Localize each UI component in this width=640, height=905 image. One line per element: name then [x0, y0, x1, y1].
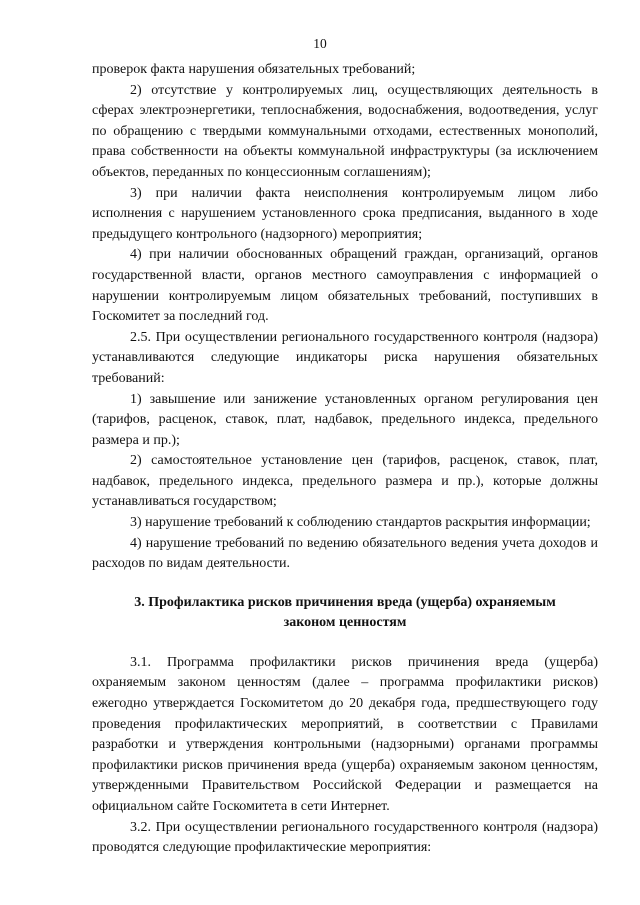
section-heading-line-2: законом ценностям — [283, 614, 407, 630]
section-heading — [92, 593, 598, 633]
paragraph-indicator-1: 1) завышение или занижение установленных органом регулирования цен (тарифов, расценок, ставок, плат, надбавок, предельного индекса, предельного размера и пр.); — [92, 391, 598, 448]
section-heading-line-1: 3. Профилактика рисков причинения вреда (ущерба) охраняемым — [134, 594, 556, 610]
spacer — [92, 633, 598, 653]
paragraph-item-3: 3) при наличии факта неисполнения контролируемым лицом либо исполнения с нарушением установленного срока предписания, выданного в ходе предыдущего контрольного (надзорного) мероприятия; — [92, 185, 598, 242]
paragraph-3-2: 3.2. При осуществлении регионального государственного контроля (надзора) проводятся следующие профилактические мероприятия: — [92, 819, 598, 856]
paragraph-indicator-4: 4) нарушение требований по ведению обязательного ведения учета доходов и расходов по видам деятельности. — [92, 535, 598, 572]
paragraph-continuation: проверок факта нарушения обязательных требований; — [92, 62, 416, 77]
paragraph-item-2: 2) отсутствие у контролируемых лиц, осуществляющих деятельность в сферах электроэнергетики, теплоснабжения, водоснабжения, водоотведения, услуг по обращению с твердыми коммунальными отходами, естественных монополий, права собственности на объекты коммунальной инфраструктуры (за исключением объектов, переданных по концессионным соглашениям); — [92, 82, 598, 180]
paragraph-item-4: 4) при наличии обоснованных обращений граждан, организаций, органов государственной власти, органов местного самоуправления с информацией о нарушении контролируемым лицом обязательных требований, поступивших в Госкомитет за последний год. — [92, 247, 598, 325]
paragraph-2-5: 2.5. При осуществлении регионального государственного контроля (надзора) устанавливаются следующие индикаторы риска нарушения обязательных требований: — [92, 329, 598, 386]
page-number: 10 — [313, 36, 327, 51]
paragraph-3-1: 3.1. Программа профилактики рисков причинения вреда (ущерба) охраняемым законом ценностям (далее – программа профилактики рисков) ежегодно утверждается Госкомитетом до 20 декабря года, предшествующего году проведения профилактических мероприятий, в соответствии с Правилами разработки и утверждения контрольными (надзорными) органами программы профилактики рисков причинения вреда (ущерба) охраняемым законом ценностям, утвержденными Правительством Российской Федерации и размещается на официальном сайте Госкомитета в сети Интернет. — [92, 654, 598, 814]
paragraph-indicator-2: 2) самостоятельное установление цен (тарифов, расценок, ставок, плат, надбавок, предельного индекса, предельного размера и пр.), которые должны устанавливаться государством; — [92, 453, 598, 510]
document-body — [92, 60, 598, 859]
paragraph-indicator-3: 3) нарушение требований к соблюдению стандартов раскрытия информации; — [130, 515, 591, 531]
